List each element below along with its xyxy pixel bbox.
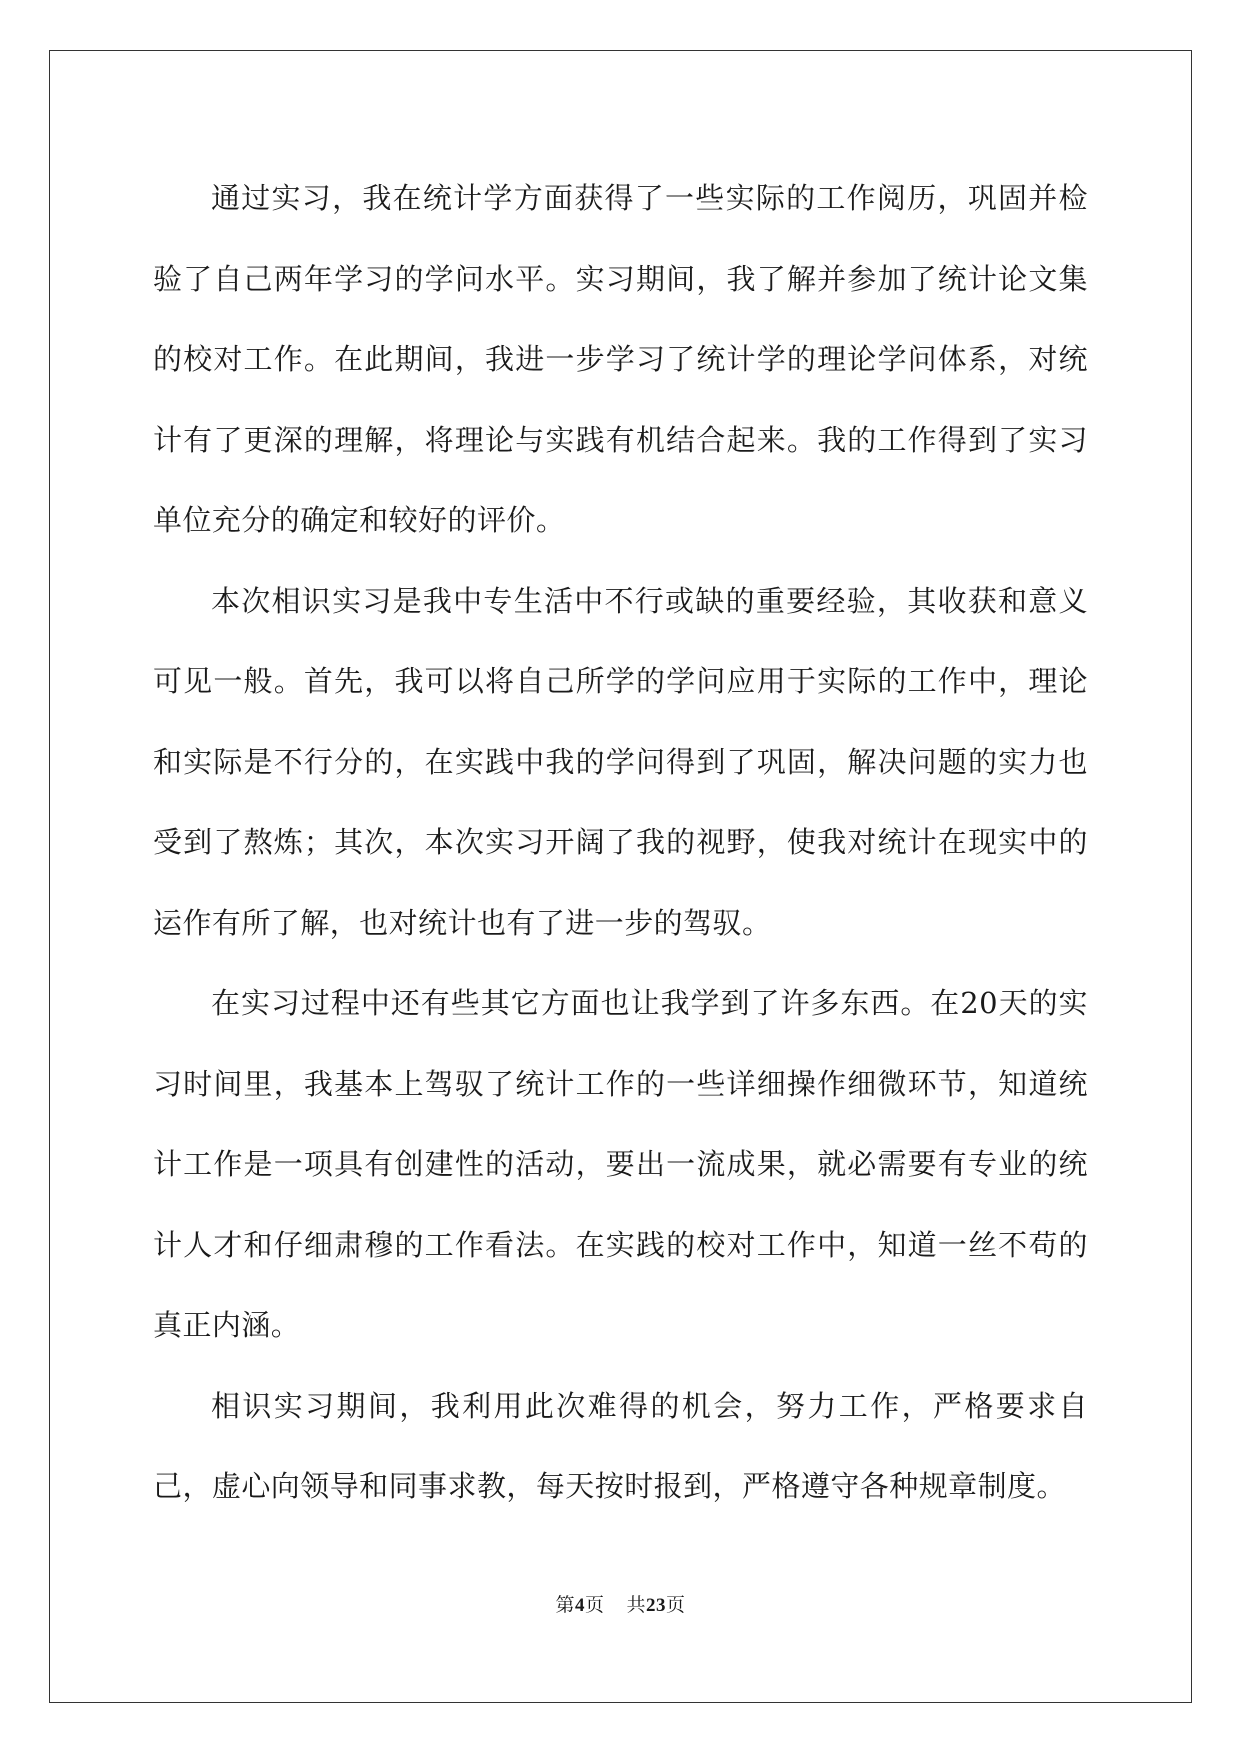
paragraph-1: 通过实习，我在统计学方面获得了一些实际的工作阅历，巩固并检验了自己两年学习的学问水平。实习期间，我了解并参加了统计论文集的校对工作。在此期间，我进一步学习了统计学的理论学问体系，对统计有了更深的理解，将理论与实践有机结合起来。我的工作得到了实习单位充分的确定和较好的评价。 xyxy=(153,181,1088,537)
paragraph-2: 本次相识实习是我中专生活中不行或缺的重要经验，其收获和意义可见一般。首先，我可以将自己所学的学问应用于实际的工作中，理论和实际是不行分的，在实践中我的学问得到了巩固，解决问题的实力也受到了熬炼；其次，本次实习开阔了我的视野，使我对统计在现实中的运作有所了解，也对统计也有了进一步的驾驭。 xyxy=(153,583,1088,940)
paragraph-3: 在实习过程中还有些其它方面也让我学到了许多东西。在20天的实习时间里，我基本上驾驭了统计工作的一些详细操作细微环节，知道统计工作是一项具有创建性的活动，要出一流成果，就必需要有专业的统计人才和仔细肃穆的工作看法。在实践的校对工作中，知道一丝不苟的真正内涵。 xyxy=(153,986,1088,1342)
total-prefix: 共 xyxy=(626,1595,647,1616)
page-current: 4 xyxy=(574,1595,585,1616)
page-footer xyxy=(0,1590,1241,1617)
paragraph-4: 相识实习期间，我利用此次难得的机会，努力工作，严格要求自己，虚心向领导和同事求教，每天按时报到，严格遵守各种规章制度。 xyxy=(153,1388,1088,1503)
page-total: 23 xyxy=(646,1595,667,1616)
total-unit: 页 xyxy=(666,1595,686,1616)
document-body xyxy=(153,158,1088,1527)
page-prefix: 第 xyxy=(555,1595,575,1616)
page-unit: 页 xyxy=(584,1595,605,1616)
